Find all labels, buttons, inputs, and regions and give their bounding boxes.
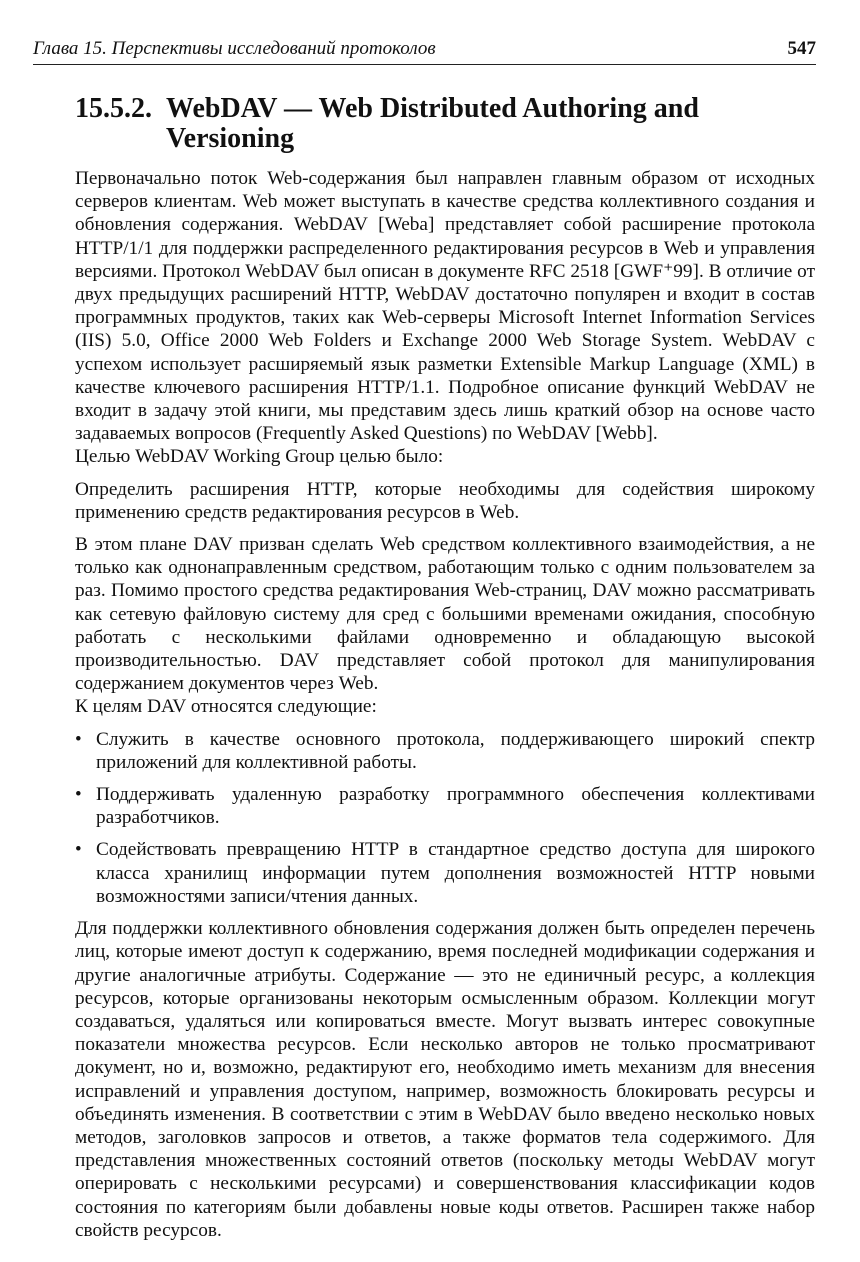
page-number: 547: [787, 38, 816, 59]
chapter-title: Глава 15. Перспективы исследований протоколов: [33, 38, 436, 59]
list-item-text: Содействовать превращению HTTP в стандартное средство доступа для широкого класса хранилищ информации путем дополнения возможностей HTTP новыми возможностями записи/чтения данных.: [96, 839, 815, 907]
list-item: [75, 728, 815, 774]
quoted-goal: Определить расширения HTTP, которые необходимы для содействия широкому применению средств редактирования ресурсов в Web.: [75, 478, 815, 523]
dav-goals-list: [75, 728, 815, 908]
bullet-icon: •: [75, 784, 82, 806]
running-head: [33, 38, 816, 65]
section-title-line1: WebDAV — Web Distributed Authoring and: [166, 93, 699, 124]
paragraph-dav-purpose: В этом плане DAV призван сделать Web средством коллективного взаимодействия, а не только как однонаправленным средством, работающим только с одним пользователем за раз. Помимо простого средства редактирования Web-страниц, DAV можно рассматривать как сетевую файловую систему для сред с большими временами ожидания, способную работать с несколькими файлами одновременно и обладающую высокой производительностью. DAV представляет собой протокол для манипулирования содержанием документов через Web.: [75, 534, 815, 695]
list-item: [75, 838, 815, 908]
section-title-line2: Versioning: [166, 123, 295, 154]
paragraph-collaboration: Для поддержки коллективного обновления содержания должен быть определен перечень лиц, которые имеют доступ к содержанию, время последней модификации содержания и другие аналогичные атрибуты. Содержание — это не единичный ресурс, а коллекция ресурсов, которые организованы некоторым осмысленным образом. Коллекции могут создаваться, удаляться или копироваться вместе. Могут вызвать интерес совокупные показатели множества ресурсов. Если несколько авторов не только просматривают документ, но и, возможно, редактируют его, необходимо иметь механизм для внесения исправлений и управления доступом, например, возможность блокировать ресурсы и объединять изменения. В соответствии с этим в WebDAV было введено несколько новых методов, заголовков запросов и ответов, а также форматов тела содержимого. Для представления множественных состояний ответов (поскольку методы WebDAV могут оперировать с несколькими ресурсами) и совершенствования классификации кодов состояния по категориям были добавлены новые коды ответов. Расширен также набор свойств ресурсов.: [75, 918, 815, 1241]
list-item-text: Поддерживать удаленную разработку программного обеспечения коллективами разработчиков.: [96, 784, 815, 829]
paragraph-dav-goals-lead: К целям DAV относятся следующие:: [75, 696, 377, 718]
section-heading: [75, 94, 795, 154]
paragraph-goal-lead: Целью WebDAV Working Group целью было:: [75, 446, 444, 468]
list-item: [75, 783, 815, 829]
paragraph-intro: Первоначально поток Web-содержания был направлен главным образом от исходных серверов клиентам. Web может выступать в качестве средства коллективного создания и обновления содержания. WebDAV [Weba] представляет собой расширение протокола HTTP/1/1 для поддержки распределенного редактирования ресурсов в Web и управления версиями. Протокол WebDAV был описан в документе RFC 2518 [GWF⁺99]. В отличие от двух предыдущих расширений HTTP, WebDAV достаточно популярен и входит в состав программных продуктов, таких как Web-серверы Microsoft Internet Information Services (IIS) 5.0, Office 2000 Web Folders и Exchange 2000 Web Storage System. WebDAV с успехом использует расширяемый язык разметки Extensible Markup Language (XML) в качестве ключевого расширения HTTP/1.1. Подробное описание функций WebDAV не входит в задачу этой книги, мы представим здесь лишь краткий обзор на основе часто задаваемых вопросов (Frequently Asked Questions) по WebDAV [Webb].: [75, 168, 815, 445]
body-text: [75, 167, 815, 1242]
section-number: 15.5.2.: [75, 93, 152, 124]
bullet-icon: •: [75, 839, 82, 861]
bullet-icon: •: [75, 728, 82, 750]
list-item-text: Служить в качестве основного протокола, поддерживающего широкий спектр приложений для коллективной работы.: [96, 728, 815, 773]
